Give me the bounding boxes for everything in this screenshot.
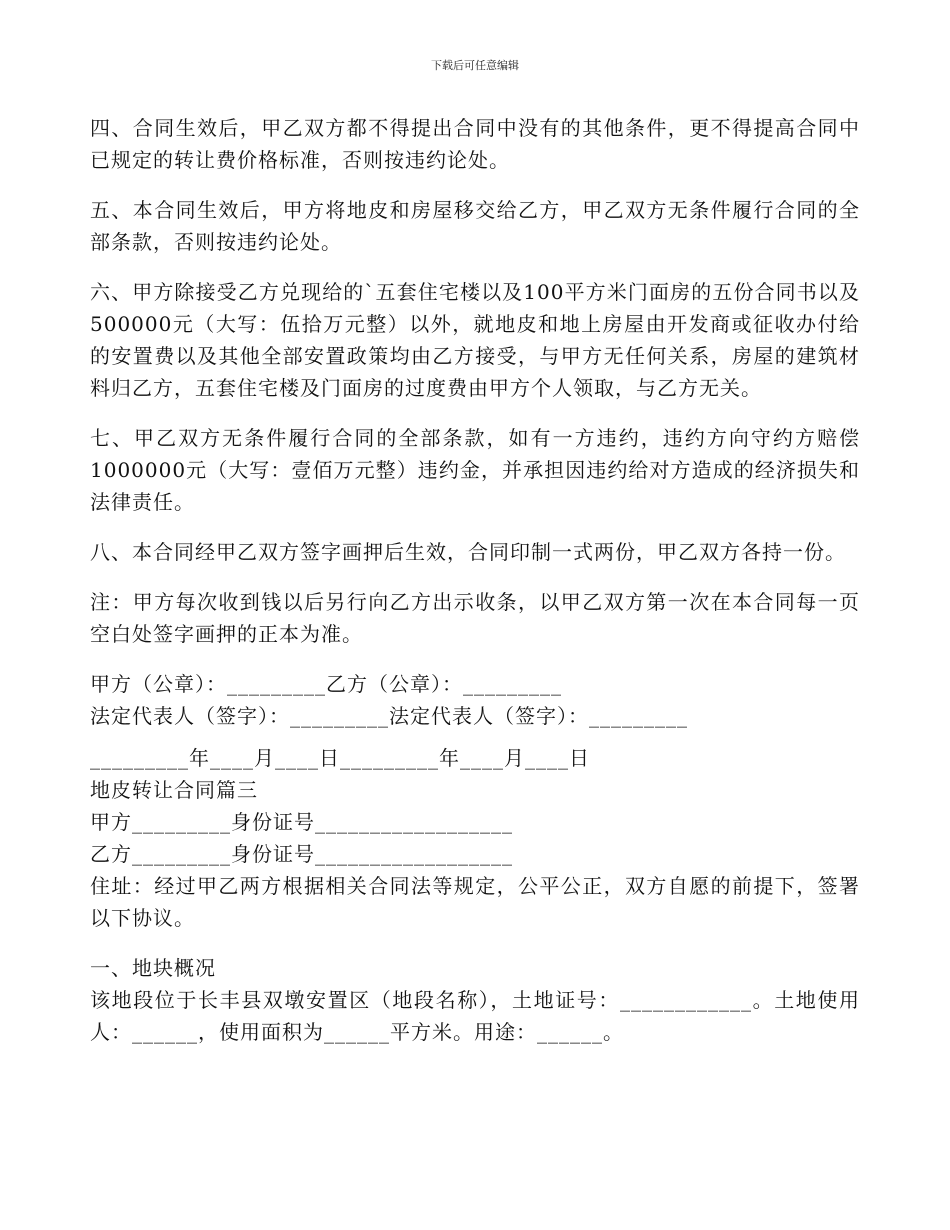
clause-8: 八、本合同经甲乙双方签字画押后生效，合同印制一式两份，甲乙双方各持一份。 <box>90 540 846 564</box>
party-a-line: 甲方_________身份证号__________________ <box>90 810 513 834</box>
item-1-title: 一、地块概况 <box>90 956 216 980</box>
clause-5: 五、本合同生效后，甲方将地皮和房屋移交给乙方，甲乙双方无条件履行合同的全部条款，否则按违约论处。 <box>90 198 860 254</box>
representative-signature-line: 法定代表人（签字）：_________法定代表人（签字）：_________ <box>90 704 688 728</box>
clause-6: 六、甲方除接受乙方兑现给的`五套住宅楼以及100平方米门面房的五份合同书以及500000元（大写：伍拾万元整）以外，就地皮和地上房屋由开发商或征收办付给的安置费以及其他全部安置政策均由乙方接受，与甲方无任何关系，房屋的建筑材料归乙方，五套住宅楼及门面房的过度费由甲方个人领取，与乙方无关。 <box>90 280 860 400</box>
clause-7: 七、甲乙双方无条件履行合同的全部条款，如有一方违约，违约方向守约方赔偿1000000元（大写：壹佰万元整）违约金，并承担因违约给对方造成的经济损失和法律责任。 <box>90 426 860 514</box>
date-line: _________年____月____日_________年____月____日 <box>90 746 590 770</box>
party-b-line: 乙方_________身份证号__________________ <box>90 842 513 866</box>
document-body <box>90 112 860 1066</box>
spacer <box>90 732 860 742</box>
note-paragraph: 注：甲方每次收到钱以后另行向乙方出示收条，以甲乙双方第一次在本合同每一页空白处签字画押的正本为准。 <box>90 590 860 646</box>
clause-4: 四、合同生效后，甲乙双方都不得提出合同中没有的其他条件，更不得提高合同中已规定的转让费价格标准，否则按违约论处。 <box>90 116 860 172</box>
item-1-body: 该地段位于长丰县双墩安置区（地段名称），土地证号：____________。土地使用人：______，使用面积为______平方米。用途：______。 <box>90 988 860 1044</box>
page-header: 下载后可任意编辑 <box>431 59 519 72</box>
address-paragraph: 住址：经过甲乙两方根据相关合同法等规定，公平公正，双方自愿的前提下，签署以下协议。 <box>90 874 860 930</box>
section-title: 地皮转让合同篇三 <box>90 778 258 802</box>
seal-signature-line: 甲方（公章）：_________乙方（公章）：_________ <box>90 672 562 696</box>
